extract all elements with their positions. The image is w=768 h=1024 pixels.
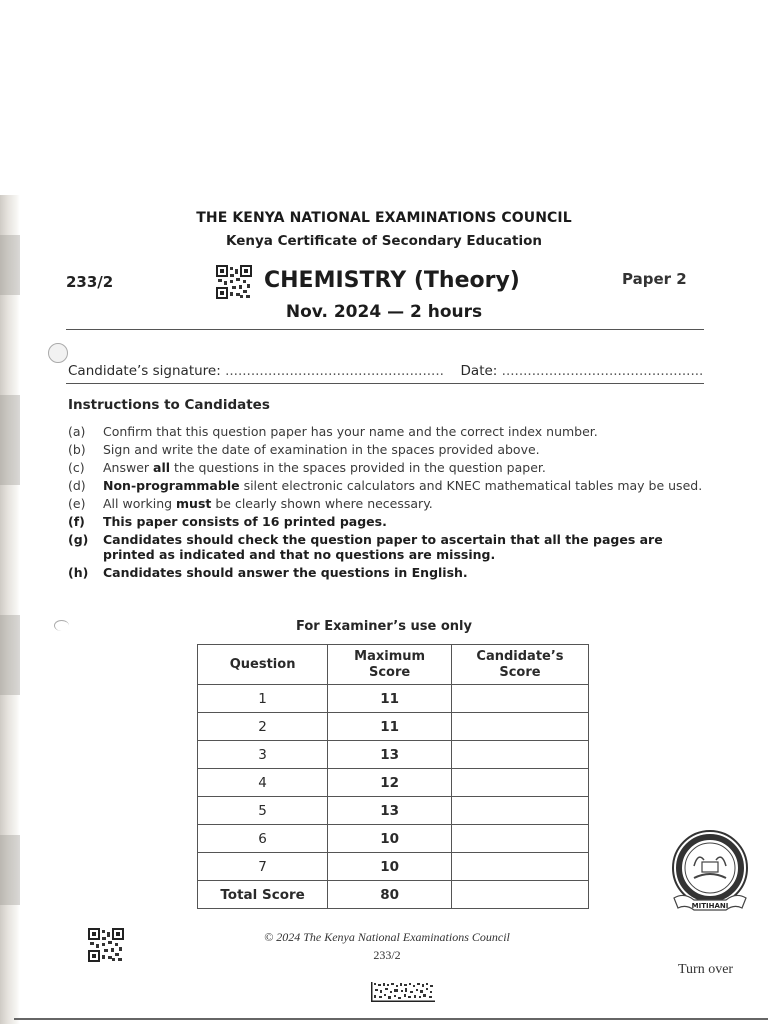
- table-header-row: [198, 645, 589, 685]
- instruction-item-d: (d) Non-programmable silent electronic calculators and KNEC mathematical tables may be used.: [68, 478, 703, 493]
- candidate-score-cell[interactable]: [451, 797, 588, 825]
- max-score: 10: [328, 825, 452, 853]
- certificate-name: Kenya Certificate of Secondary Education: [226, 233, 542, 249]
- instruction-item-f: (f) This paper consists of 16 printed pages.: [68, 514, 387, 529]
- table-row: [198, 713, 589, 741]
- total-row: [198, 881, 589, 909]
- question-number: 2: [198, 713, 328, 741]
- instruction-item-e: (e) All working must be clearly shown where necessary.: [68, 496, 433, 511]
- question-number: 6: [198, 825, 328, 853]
- subject-title: CHEMISTRY (Theory): [264, 268, 520, 293]
- qr-code-icon: [216, 265, 252, 299]
- paper-number: Paper 2: [622, 270, 687, 288]
- table-row: [198, 769, 589, 797]
- total-label: Total Score: [198, 881, 328, 909]
- instruction-item-b: (b) Sign and write the date of examination in the spaces provided above.: [68, 442, 540, 457]
- date-field[interactable]: ...............................................: [501, 363, 704, 379]
- date-label: Date:: [460, 363, 498, 379]
- instruction-item-g: (g) Candidates should check the question paper to ascertain that all the pages are printed as indicated and that no questions are missing.: [68, 532, 663, 562]
- examiner-score-table: [197, 644, 589, 909]
- instruction-item-a: (a) Confirm that this question paper has your name and the correct index number.: [68, 424, 598, 439]
- candidate-score-cell[interactable]: [451, 741, 588, 769]
- table-row: [198, 741, 589, 769]
- max-score: 11: [328, 713, 452, 741]
- candidate-score-cell[interactable]: [451, 853, 588, 881]
- header-question: Question: [198, 645, 328, 685]
- instruction-item-h: (h) Candidates should answer the questions in English.: [68, 565, 468, 580]
- knec-seal-icon: [664, 828, 756, 924]
- punch-hole: [48, 343, 68, 363]
- copyright-notice: © 2024 The Kenya National Examinations Council: [264, 930, 510, 944]
- page-bottom-edge: [14, 1018, 768, 1020]
- question-number: 5: [198, 797, 328, 825]
- signature-row: [68, 363, 708, 379]
- instruction-item-c: (c) Answer all the questions in the spaces provided in the question paper.: [68, 460, 546, 475]
- max-score: 13: [328, 797, 452, 825]
- instructions-list: [68, 424, 708, 583]
- candidate-score-cell[interactable]: [451, 685, 588, 713]
- exam-session: Nov. 2024 — 2 hours: [285, 302, 483, 322]
- footer-paper-code: 233/2: [373, 948, 401, 962]
- header-divider: [66, 329, 704, 330]
- max-score: 13: [328, 741, 452, 769]
- header-maximum-score: Maximum Score: [328, 645, 452, 685]
- question-number: 3: [198, 741, 328, 769]
- max-score: 12: [328, 769, 452, 797]
- question-number: 1: [198, 685, 328, 713]
- signature-field[interactable]: ...................................................: [225, 363, 444, 379]
- signature-label: Candidate’s signature:: [68, 363, 221, 379]
- header-candidate-score: Candidate’s Score: [451, 645, 588, 685]
- max-score: 11: [328, 685, 452, 713]
- question-number: 4: [198, 769, 328, 797]
- table-row: [198, 853, 589, 881]
- total-candidate-score-cell[interactable]: [451, 881, 588, 909]
- table-row: [198, 797, 589, 825]
- instructions-title: Instructions to Candidates: [68, 397, 270, 413]
- candidate-score-cell[interactable]: [451, 825, 588, 853]
- turn-over-note: Turn over: [678, 962, 734, 977]
- paper-code: 233/2: [66, 273, 114, 291]
- table-row: [198, 825, 589, 853]
- examiner-table-title: For Examiner’s use only: [296, 619, 472, 634]
- table-row: [198, 685, 589, 713]
- datamatrix-barcode-icon: [371, 982, 435, 1002]
- signature-divider: [66, 383, 704, 384]
- candidate-score-cell[interactable]: [451, 713, 588, 741]
- council-name: THE KENYA NATIONAL EXAMINATIONS COUNCIL: [196, 210, 572, 226]
- max-score: 10: [328, 853, 452, 881]
- candidate-score-cell[interactable]: [451, 769, 588, 797]
- question-number: 7: [198, 853, 328, 881]
- svg-text:MITIHANI: MITIHANI: [691, 902, 729, 910]
- total-max-score: 80: [328, 881, 452, 909]
